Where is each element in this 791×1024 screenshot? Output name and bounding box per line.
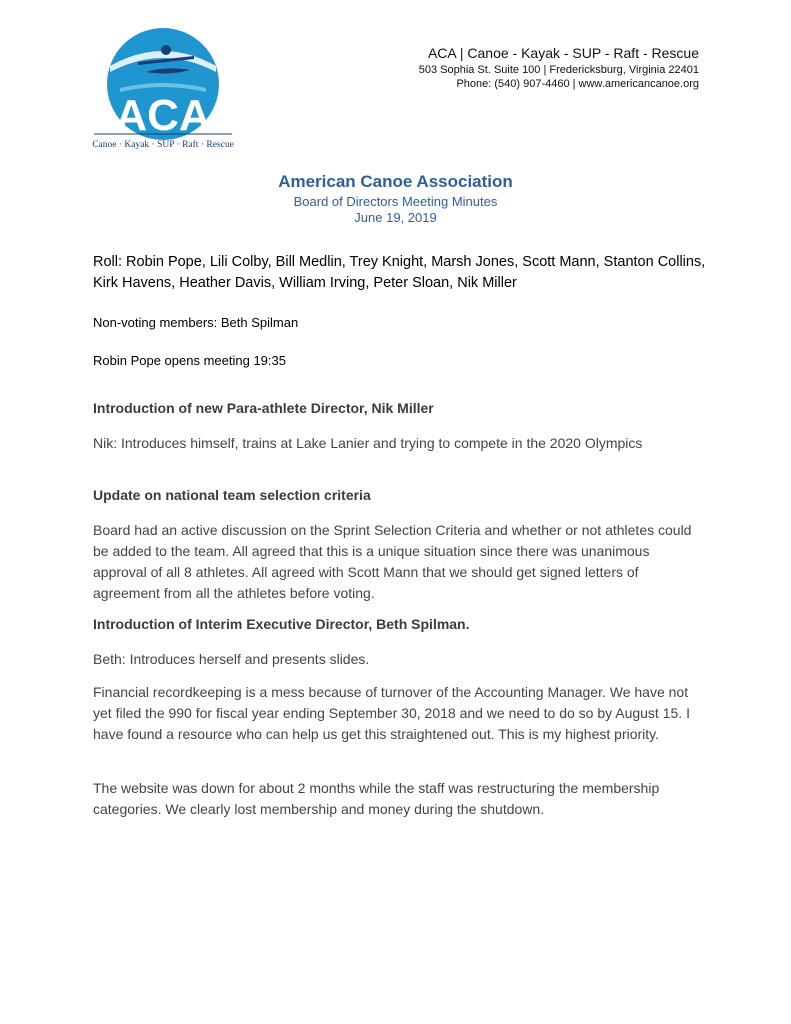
logo-tagline: Canoe · Kayak · SUP · Raft · Rescue (92, 140, 234, 150)
non-voting-members: Non-voting members: Beth Spilman (93, 315, 299, 330)
letterhead-address: 503 Sophia St. Suite 100 | Fredericksburg, Virginia 22401 (418, 64, 699, 76)
meeting-opened: Robin Pope opens meeting 19:35 (93, 353, 286, 368)
section-text-interim-website: The website was down for about 2 months while the staff was restructuring the membership categories. We clearly lost membership and money during the shutdown. (93, 780, 660, 817)
paddler-head-icon (161, 45, 171, 55)
letterhead (419, 45, 699, 92)
section-heading-selection: Update on national team selection criteria (93, 487, 371, 503)
letterhead-contact: Phone: (540) 907-4460 | www.americancanoe.org (456, 78, 699, 90)
section-heading-interim: Introduction of Interim Executive Director, Beth Spilman. (93, 616, 470, 632)
document-title: Board of Directors Meeting Minutes (293, 194, 498, 209)
section-heading-para-athlete: Introduction of new Para-athlete Director, Nik Miller (93, 400, 434, 416)
logo-wordmark: ACA (115, 91, 211, 140)
title-block (0, 172, 791, 226)
section-text-selection: Board had an active discussion on the Sprint Selection Criteria and whether or not athletes could be added to the team. All agreed that this is a unique situation since there was unanimous approval of all 8 athletes. All agreed with Scott Mann that we should get signed letters of agreement from all the athletes before voting. (93, 522, 692, 601)
org-title: American Canoe Association (278, 172, 513, 191)
meeting-date: June 19, 2019 (354, 210, 437, 225)
aca-logo (90, 26, 236, 154)
aca-logo-graphic (90, 26, 236, 154)
letterhead-org-line: ACA | Canoe - Kayak - SUP - Raft - Rescue (427, 45, 699, 61)
roll-call: Roll: Robin Pope, Lili Colby, Bill Medlin, Trey Knight, Marsh Jones, Scott Mann, Stanton Collins, Kirk Havens, Heather Davis, William Irving, Peter Sloan, Nik Miller (93, 254, 706, 291)
section-text-para-athlete: Nik: Introduces himself, trains at Lake Lanier and trying to compete in the 2020 Olympics (93, 435, 643, 451)
section-text-interim-intro: Beth: Introduces herself and presents slides. (93, 651, 370, 667)
section-text-interim-finance: Financial recordkeeping is a mess because of turnover of the Accounting Manager. We have not yet filed the 990 for fiscal year ending September 30, 2018 and we need to do so by August 15. I have found a resource who can help us get this straightened out. This is my highest priority. (93, 684, 690, 742)
